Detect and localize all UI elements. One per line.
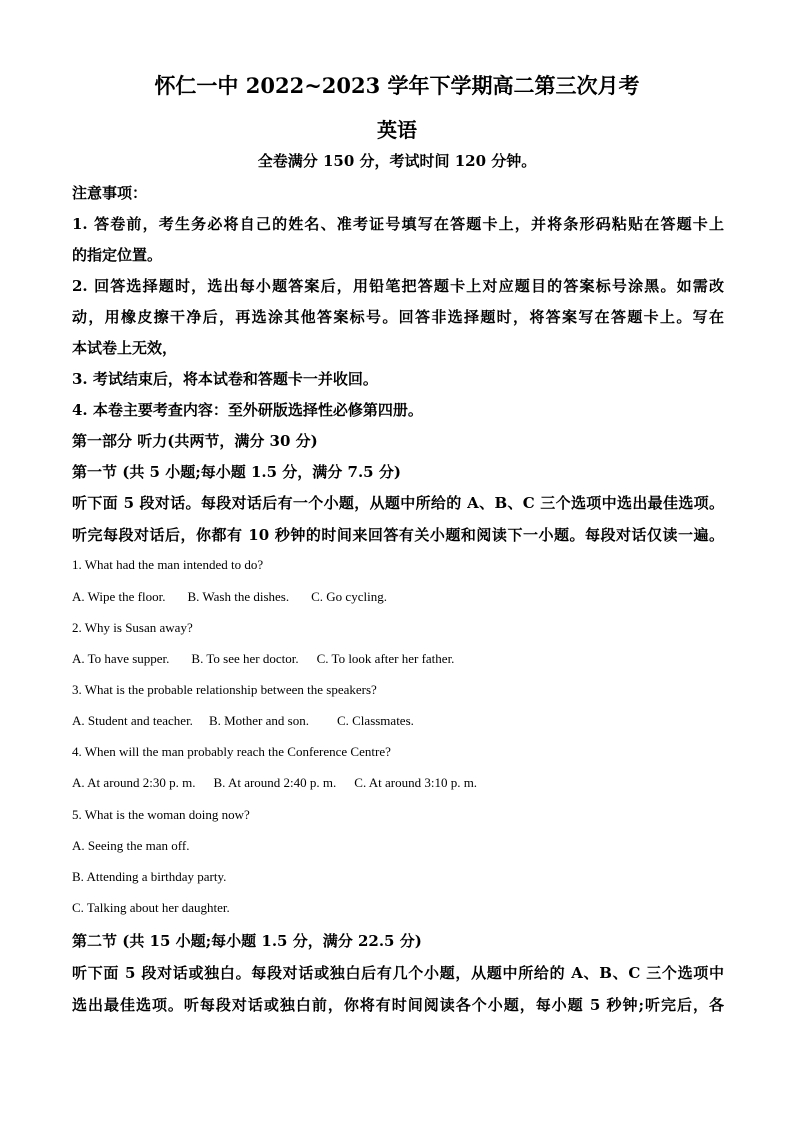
part1-heading: 第一部分 听力(共两节，满分 30 分) bbox=[72, 432, 318, 450]
option-c: C. Classmates. bbox=[336, 713, 414, 728]
option-b: B. To see her doctor. bbox=[191, 651, 299, 666]
option-a: A. Seeing the man off. bbox=[72, 838, 190, 853]
option-b: B. At around 2:40 p. m. bbox=[213, 775, 337, 790]
option-c: C. Talking about her daughter. bbox=[72, 900, 230, 915]
notes-line: 1. 答卷前，考生务必将自己的姓名、准考证号填写在答题卡上，并将条形码粘贴在答题卡上 bbox=[72, 215, 724, 233]
section1-instruction: 听下面 5 段对话。每段对话后有一个小题，从题中所给的 A、B、C 三个选项中选出最佳选项。 bbox=[72, 494, 724, 512]
option-b: B. Wash the dishes. bbox=[187, 589, 290, 604]
question-1: 1. What had the man intended to do? bbox=[72, 557, 264, 572]
subject-title: 英语 bbox=[377, 118, 417, 142]
question-4: 4. When will the man probably reach the Conference Centre? bbox=[72, 744, 391, 759]
question-4-options bbox=[72, 775, 724, 791]
notes-line: 本试卷上无效， bbox=[72, 339, 178, 357]
section1-instruction: 听完每段对话后，你都有 10 秒钟的时间来回答有关小题和阅读下一小题。每段对话仅读一遍。 bbox=[72, 526, 724, 544]
exam-meta: 全卷满分 150 分，考试时间 120 分钟。 bbox=[257, 152, 537, 170]
notes-line: 2. 回答选择题时，选出每小题答案后，用铅笔把答题卡上对应题目的答案标号涂黑。如需改 bbox=[72, 277, 724, 295]
exam-title: 怀仁一中 2022~2023 学年下学期高二第三次月考 bbox=[154, 73, 640, 98]
question-2: 2. Why is Susan away? bbox=[72, 620, 193, 635]
option-a: A. Student and teacher. bbox=[72, 713, 193, 728]
notes-line: 3. 考试结束后，将本试卷和答题卡一并收回。 bbox=[72, 370, 378, 388]
question-3: 3. What is the probable relationship between the speakers? bbox=[72, 682, 377, 697]
notes-line: 4. 本卷主要考查内容：至外研版选择性必修第四册。 bbox=[72, 401, 423, 419]
option-b: B. Mother and son. bbox=[208, 713, 309, 728]
section1-heading: 第一节 (共 5 小题;每小题 1.5 分，满分 7.5 分) bbox=[72, 463, 401, 481]
section2-instruction: 听下面 5 段对话或独白。每段对话或独白后有几个小题，从题中所给的 A、B、C 三个选项中 bbox=[72, 964, 724, 982]
section2-heading: 第二节 (共 15 小题;每小题 1.5 分，满分 22.5 分) bbox=[72, 932, 422, 950]
question-2-options bbox=[72, 651, 724, 667]
section2-instruction: 选出最佳选项。听每段对话或独白前，你将有时间阅读各个小题，每小题 5 秒钟;听完后，各 bbox=[72, 996, 724, 1014]
question-3-options bbox=[72, 713, 724, 729]
notes-heading: 注意事项： bbox=[72, 184, 148, 202]
option-a: A. Wipe the floor. bbox=[72, 589, 166, 604]
option-c: C. At around 3:10 p. m. bbox=[354, 775, 478, 790]
question-1-options bbox=[72, 589, 724, 605]
option-a: A. To have supper. bbox=[72, 651, 170, 666]
notes-line: 动，用橡皮擦干净后，再选涂其他答案标号。回答非选择题时，将答案写在答题卡上。写在 bbox=[72, 308, 724, 326]
option-c: C. To look after her father. bbox=[316, 651, 455, 666]
question-5: 5. What is the woman doing now? bbox=[72, 807, 250, 822]
option-c: C. Go cycling. bbox=[311, 589, 387, 604]
notes-line: 的指定位置。 bbox=[72, 246, 163, 264]
option-a: A. At around 2:30 p. m. bbox=[72, 775, 196, 790]
option-b: B. Attending a birthday party. bbox=[72, 869, 227, 884]
